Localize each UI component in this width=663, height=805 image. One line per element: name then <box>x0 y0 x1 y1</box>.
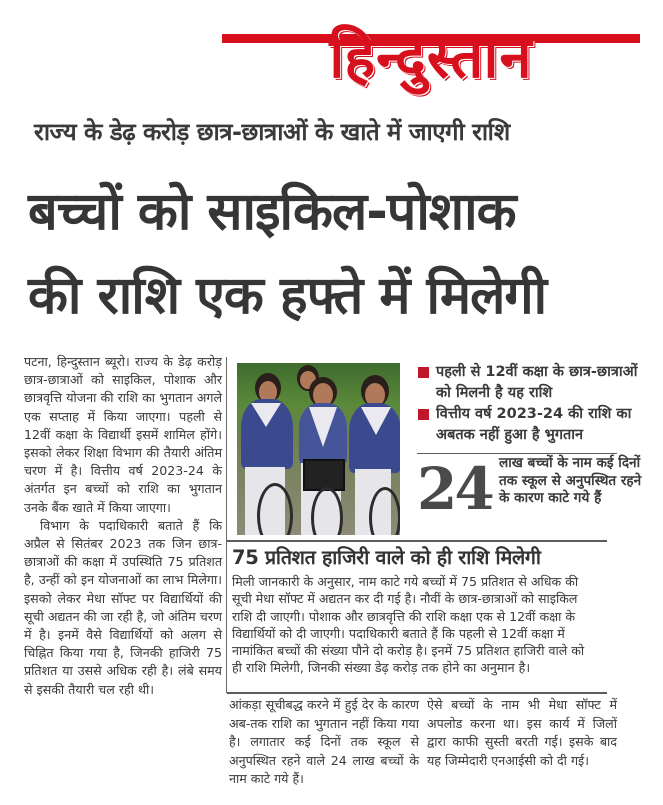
red-square-bullet-icon <box>418 367 429 378</box>
newspaper-logo: हिन्दुस्तान <box>329 23 533 91</box>
kicker-headline: राज्य के डेढ़ करोड़ छात्र-छात्राओं के खाते में जाएगी राशि <box>34 118 510 146</box>
left-column-article <box>24 353 222 699</box>
main-headline <box>28 170 638 338</box>
bottom-column-1: आंकड़ा सूचीबद्ध करने में हुई देर के कारण अब-तक राशि का भुगतान नहीं किया गया है। लगातार कई दिनों तक स्कूल से अनुपस्थित रहने वाले 24 लाख बच्चों के नाम काटे गये हैं। <box>229 697 419 786</box>
highlight-text: पहली से 12वीं कक्षा के छात्र-छात्राओं को मिलनी है यह राशि <box>436 364 638 401</box>
red-square-bullet-icon <box>418 409 429 420</box>
stat-callout <box>417 455 647 535</box>
subsection-body: मिली जानकारी के अनुसार, नाम काटे गये बच्चों में 75 प्रतिशत से अधिक की सूची मेधा सॉफ्ट में अद्यतन कर दी गई है। नौवीं के छात्र-छात्राओं को साइकिल राशि दी जाएगी। पोशाक और छात्रवृत्ति की राशि कक्षा एक से 12वीं कक्षा के विद्यार्थियों को दी जाएगी। पदाधिकारी बताते हैं कि पहली से 12वीं कक्षा में नामांकित बच्चों की संख्या पौने दो करोड़ है। इनमें 75 प्रतिशत हाजिरी वाले को ही राशि मिलेगी, जिनकी संख्या डेढ़ करोड़ तक होने का अनुमान है। <box>232 574 585 676</box>
highlights-box <box>418 362 648 446</box>
column-divider <box>226 357 227 693</box>
stat-number: 24 <box>417 455 492 523</box>
highlight-text: वित्तीय वर्ष 2023-24 की राशि का अबतक नहीं हुआ है भुगतान <box>436 406 632 443</box>
subsection-box <box>232 544 650 677</box>
highlight-item <box>418 404 648 446</box>
subsection-bottom-rule <box>227 692 607 694</box>
newspaper-masthead <box>222 12 640 94</box>
subsection-title: 75 प्रतिशत हाजिरी वाले को ही राशि मिलेगी <box>232 546 541 569</box>
headline-line-1: बच्चों को साइकिल-पोशाक <box>28 182 516 242</box>
subsection-top-rule <box>227 540 607 542</box>
stat-description: लाख बच्चों के नाम कई दिनों तक स्कूल से अनुपस्थित रहने के कारण काटे गये हैं <box>499 455 642 506</box>
article-paragraph-2: विभाग के पदाधिकारी बताते हैं कि अप्रैल से सितंबर 2023 तक जिन छात्र-छात्राओं की कक्षा में उपस्थिति 75 प्रतिशत है, उन्हीं को इन योजनाओं का लाभ मिलेगा। इसको लेकर मेधा सॉफ्ट पर विद्यार्थियों की सूची अद्यतन की जा रही है, जो अंतिम चरण में है। इनमें वैसे विद्यार्थियों को अलग से चिह्नित किया गया है, जिनकी हाजिरी 75 प्रतिशत या उससे अधिक रही है। लंबे समय से इसकी तैयारी चल रही थी। <box>24 517 222 697</box>
article-paragraph-1: पटना, हिन्दुस्तान ब्यूरो। राज्य के डेढ़ करोड़ छात्र-छात्राओं को साइकिल, पोशाक और छात्रवृत्ति योजना की राशि का भुगतान अगले एक सप्ताह में किया जाएगा। पहली से 12वीं कक्षा के विद्यार्थी इसमें शामिल होंगे। इसको लेकर शिक्षा विभाग की तैयारी अंतिम चरण में है। वित्तीय वर्ष 2023-24 के अंतर्गत इन बच्चों को राशि का भुगतान उनके बैंक खाते में किया जाएगा। <box>24 354 222 515</box>
headline-line-2: की राशि एक हफ्ते में मिलेगी <box>28 266 547 326</box>
students-on-bicycles-photo <box>237 363 400 535</box>
highlight-item <box>418 362 648 404</box>
bottom-column-2: ऐसे बच्चों के नाम भी मेधा सॉफ्ट में अपलोड करना था। इस कार्य में जिलों द्वारा काफी सुस्ती बरती गई। इसके बाद यह जिम्मेदारी एनआईसी को दी गई। <box>427 697 617 768</box>
